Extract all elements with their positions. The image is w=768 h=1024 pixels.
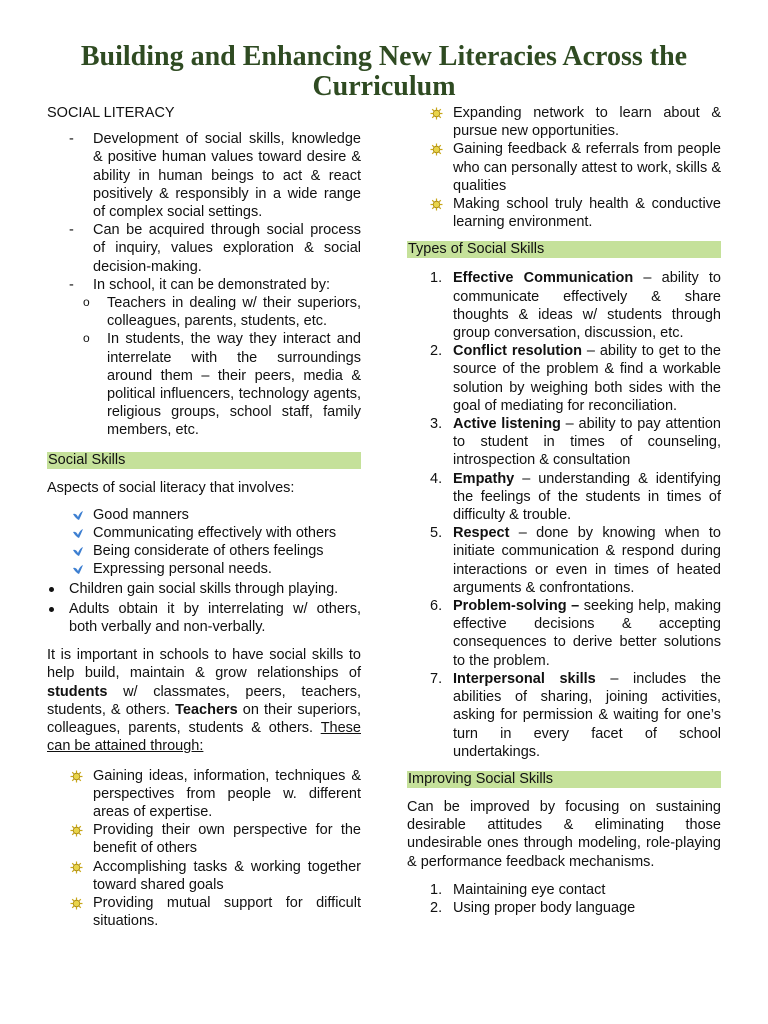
improving-list (407, 881, 721, 917)
benefits-list-continued (407, 104, 721, 231)
social-literacy-heading: SOCIAL LITERACY (47, 105, 175, 121)
page-title: Building and Enhancing New Literacies Across the Curriculum (80, 41, 688, 102)
list-item: Good manners (47, 506, 361, 524)
list-item: 2. Conflict resolution – ability to get to the source of the problem & find a workable solution by weighing both sides with the goal of mediating for reconciliation. (430, 343, 721, 414)
types-heading: Types of Social Skills (407, 241, 721, 258)
bird-bullet-icon (72, 564, 84, 575)
list-item: Gaining feedback & referrals from people who can personally attest to work, skills & qualities (407, 140, 721, 195)
list-item: 2. Using proper body language (430, 899, 636, 916)
list-item: 3. Active listening – ability to pay attention to student in times of counseling, introspection & consultation (430, 416, 721, 469)
list-item: 7. Interpersonal skills – includes the abilities of sharing, joining activities, asking for permission & waiting for one’s turn in every facet of school undertakings. (430, 670, 721, 760)
social-skills-heading: Social Skills (47, 452, 361, 469)
sun-bullet-icon (430, 143, 443, 156)
list-item: 6. Problem-solving – seeking help, making effective decisions & accepting consequences to derive better solutions to the problem. (430, 598, 722, 669)
list-item: 1. Maintaining eye contact (430, 881, 606, 898)
left-column (47, 104, 361, 930)
list-item: Expanding network to learn about & pursue new opportunities. (407, 104, 721, 140)
list-item: - Development of social skills, knowledge & positive human values toward desire & ability in human beings to act & react positively & responsibly in a wide range of complex social settings. (47, 130, 361, 221)
list-item: - In school, it can be demonstrated by: o Teachers in dealing w/ their superiors, colleagues, parents, students, etc. o In students, the way they interact and interrelate with the surroundings around them – their peers, media & political influencers, technology agents, religious groups, school staff, family members, etc. (47, 276, 361, 440)
list-item: Providing their own perspective for the benefit of others (47, 821, 361, 857)
sun-bullet-icon (430, 198, 443, 211)
bird-bullet-icon (72, 546, 84, 557)
list-item: Communicating effectively with others (47, 524, 361, 542)
right-column (407, 104, 721, 917)
list-item: o In students, the way they interact and interrelate with the surroundings around them – their peers, media & political influencers, technology agents, religious groups, school staff, family members, etc. (93, 330, 361, 439)
improving-heading: Improving Social Skills (407, 771, 721, 788)
list-item: Accomplishing tasks & working together toward shared goals (47, 858, 361, 894)
list-item: Expressing personal needs. (47, 560, 361, 578)
benefits-list (47, 767, 361, 931)
sun-bullet-icon (430, 107, 443, 120)
list-item: 5. Respect – done by knowing when to initiate communication & respond during interactions or even in times of heated arguments & confrontations. (430, 525, 721, 596)
social-literacy-list (47, 130, 361, 439)
list-item: 1. Effective Communication – ability to communicate effectively & share thoughts & ideas w/ students through group conversation, discussion, etc. (430, 270, 721, 342)
list-item: o Teachers in dealing w/ their superiors, colleagues, parents, students, etc. (93, 294, 361, 330)
skills-bullets (47, 580, 361, 637)
list-item: - Can be acquired through social process of inquiry, values exploration & social decision-making. (47, 221, 361, 276)
sun-bullet-icon (70, 824, 83, 837)
sun-bullet-icon (70, 897, 83, 910)
list-item: 4. Empathy – understanding & identifying the feelings of the students in times of difficulty & trouble. (430, 470, 721, 524)
demonstration-sublist (93, 294, 361, 440)
types-list (407, 269, 721, 760)
aspects-intro: Aspects of social literacy that involves: (47, 479, 295, 496)
list-item: Making school truly health & conductive learning environment. (407, 195, 721, 231)
list-item: Children gain social skills through playing. (47, 580, 361, 598)
list-item: Adults obtain it by interrelating w/ others, both verbally and non-verbally. (47, 600, 361, 636)
bird-bullet-icon (72, 528, 84, 539)
importance-paragraph: It is important in schools to have social skills to help build, maintain & grow relationships of students w/ classmates, peers, teachers, students, & others. Teachers on their superiors, colleagues, parents, students & others. These can be attained through: (47, 647, 361, 755)
sun-bullet-icon (70, 861, 83, 874)
list-item: Being considerate of others feelings (47, 542, 361, 560)
aspects-list (47, 506, 361, 579)
list-item: Providing mutual support for difficult situations. (47, 894, 361, 930)
bird-bullet-icon (72, 510, 84, 521)
improving-paragraph: Can be improved by focusing on sustaining desirable attitudes & eliminating those undesirable ones through modeling, role-playing & performance feedback mechanisms. (407, 798, 721, 870)
list-item: Gaining ideas, information, techniques & perspectives from people w. different areas of expertise. (47, 767, 361, 822)
sun-bullet-icon (70, 770, 83, 783)
